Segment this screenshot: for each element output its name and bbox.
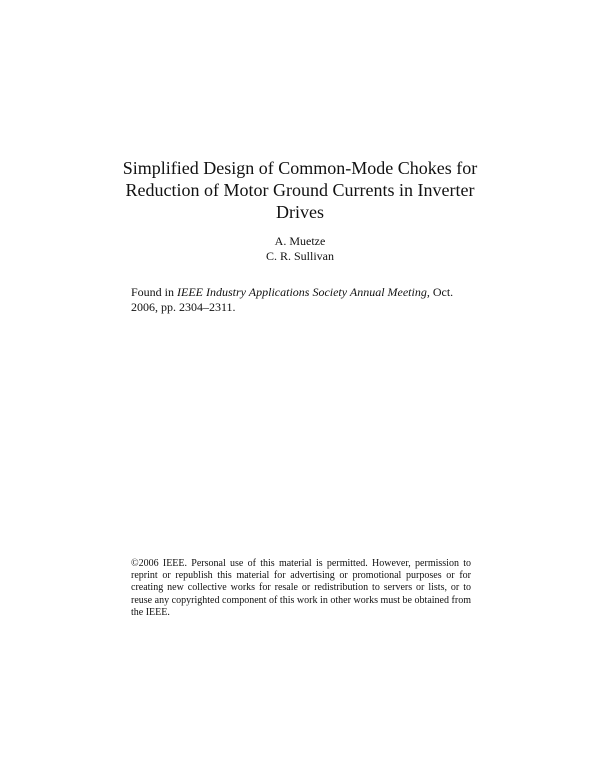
author-name: A. Muetze <box>274 234 326 248</box>
copyright-notice: ©2006 IEEE. Personal use of this material is permitted. However, permission to reprint or republish this material for advertising or promotional purposes or for creating new collective works for resale or redistribution to servers or lists, or to reuse any copyrighted component of this work in other works must be obtained from the IEEE. <box>131 558 471 618</box>
citation-venue: IEEE Industry Applications Society Annual Meeting, <box>177 285 430 299</box>
author-name: C. R. Sullivan <box>265 249 334 263</box>
author-list <box>150 234 450 264</box>
citation-suffix: Oct. 2006, pp. 2304–2311. <box>131 285 454 314</box>
paper-title: Simplified Design of Common-Mode Chokes for Reduction of Motor Ground Currents in Inverter Drives <box>122 158 478 222</box>
citation-note <box>131 285 471 315</box>
citation-prefix: Found in <box>131 285 178 299</box>
